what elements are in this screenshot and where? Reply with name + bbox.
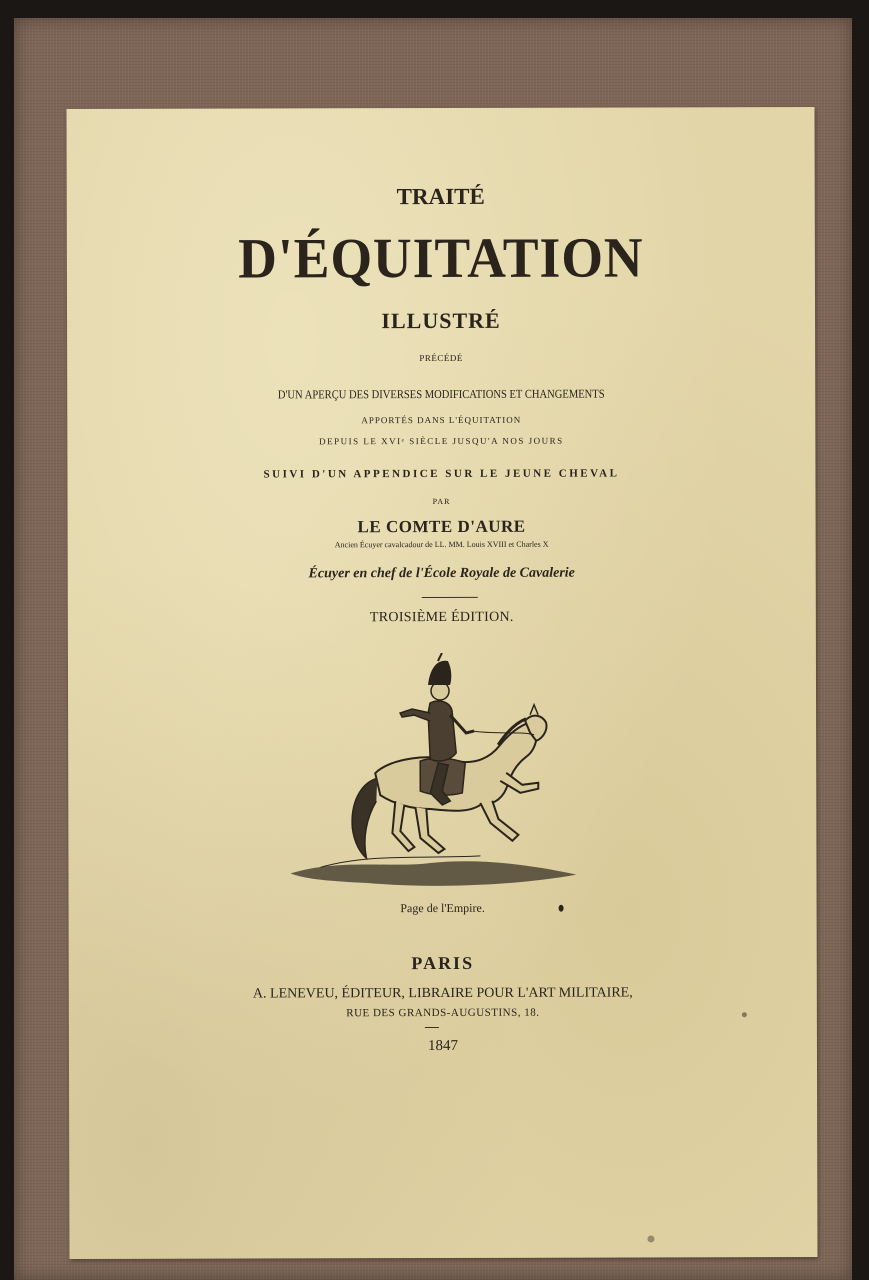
title-small: TRAITÉ	[396, 183, 485, 210]
overview-line-2: APPORTÉS DANS L'ÉQUITATION	[361, 414, 522, 426]
author-name: LE COMTE D'AURE	[357, 516, 526, 537]
appendix-line: SUIVI D'UN APPENDICE SUR LE JEUNE CHEVAL	[263, 467, 620, 481]
short-rule	[425, 1027, 439, 1028]
address-line: RUE DES GRANDS-AUGUSTINS, 18.	[346, 1006, 540, 1020]
ink-spot	[742, 1012, 747, 1017]
publisher-line: A. LENEVEU, ÉDITEUR, LIBRAIRE POUR L'ART MILITAIRE,	[252, 985, 633, 1002]
title-subtitle: ILLUSTRÉ	[381, 307, 501, 334]
title-page	[66, 107, 817, 1259]
title-main: D'ÉQUITATION	[238, 226, 644, 291]
overview-line-1: D'UN APERÇU DES DIVERSES MODIFICATIONS ET CHANGEMENTS	[277, 386, 605, 402]
overview-line-3: DEPUIS LE XVIᵉ SIÈCLE JUSQU'A NOS JOURS	[319, 435, 564, 447]
by-label: PAR	[432, 496, 451, 507]
edition-label: TROISIÈME ÉDITION.	[369, 609, 514, 626]
preceded-label: PRÉCÉDÉ	[419, 352, 463, 364]
ink-spot	[559, 905, 564, 912]
city-name: PARIS	[411, 952, 475, 974]
ink-spot	[647, 1235, 654, 1242]
illustration-caption: Page de l'Empire.	[400, 900, 485, 916]
author-current-title: Écuyer en chef de l'École Royale de Cavalerie	[308, 565, 575, 582]
separator-rule	[422, 597, 478, 598]
author-former-title: Ancien Écuyer cavalcadour de LL. MM. Louis XVIII et Charles X	[334, 539, 549, 550]
horse-rider-illustration	[280, 653, 581, 894]
publication-year: 1847	[427, 1037, 458, 1055]
